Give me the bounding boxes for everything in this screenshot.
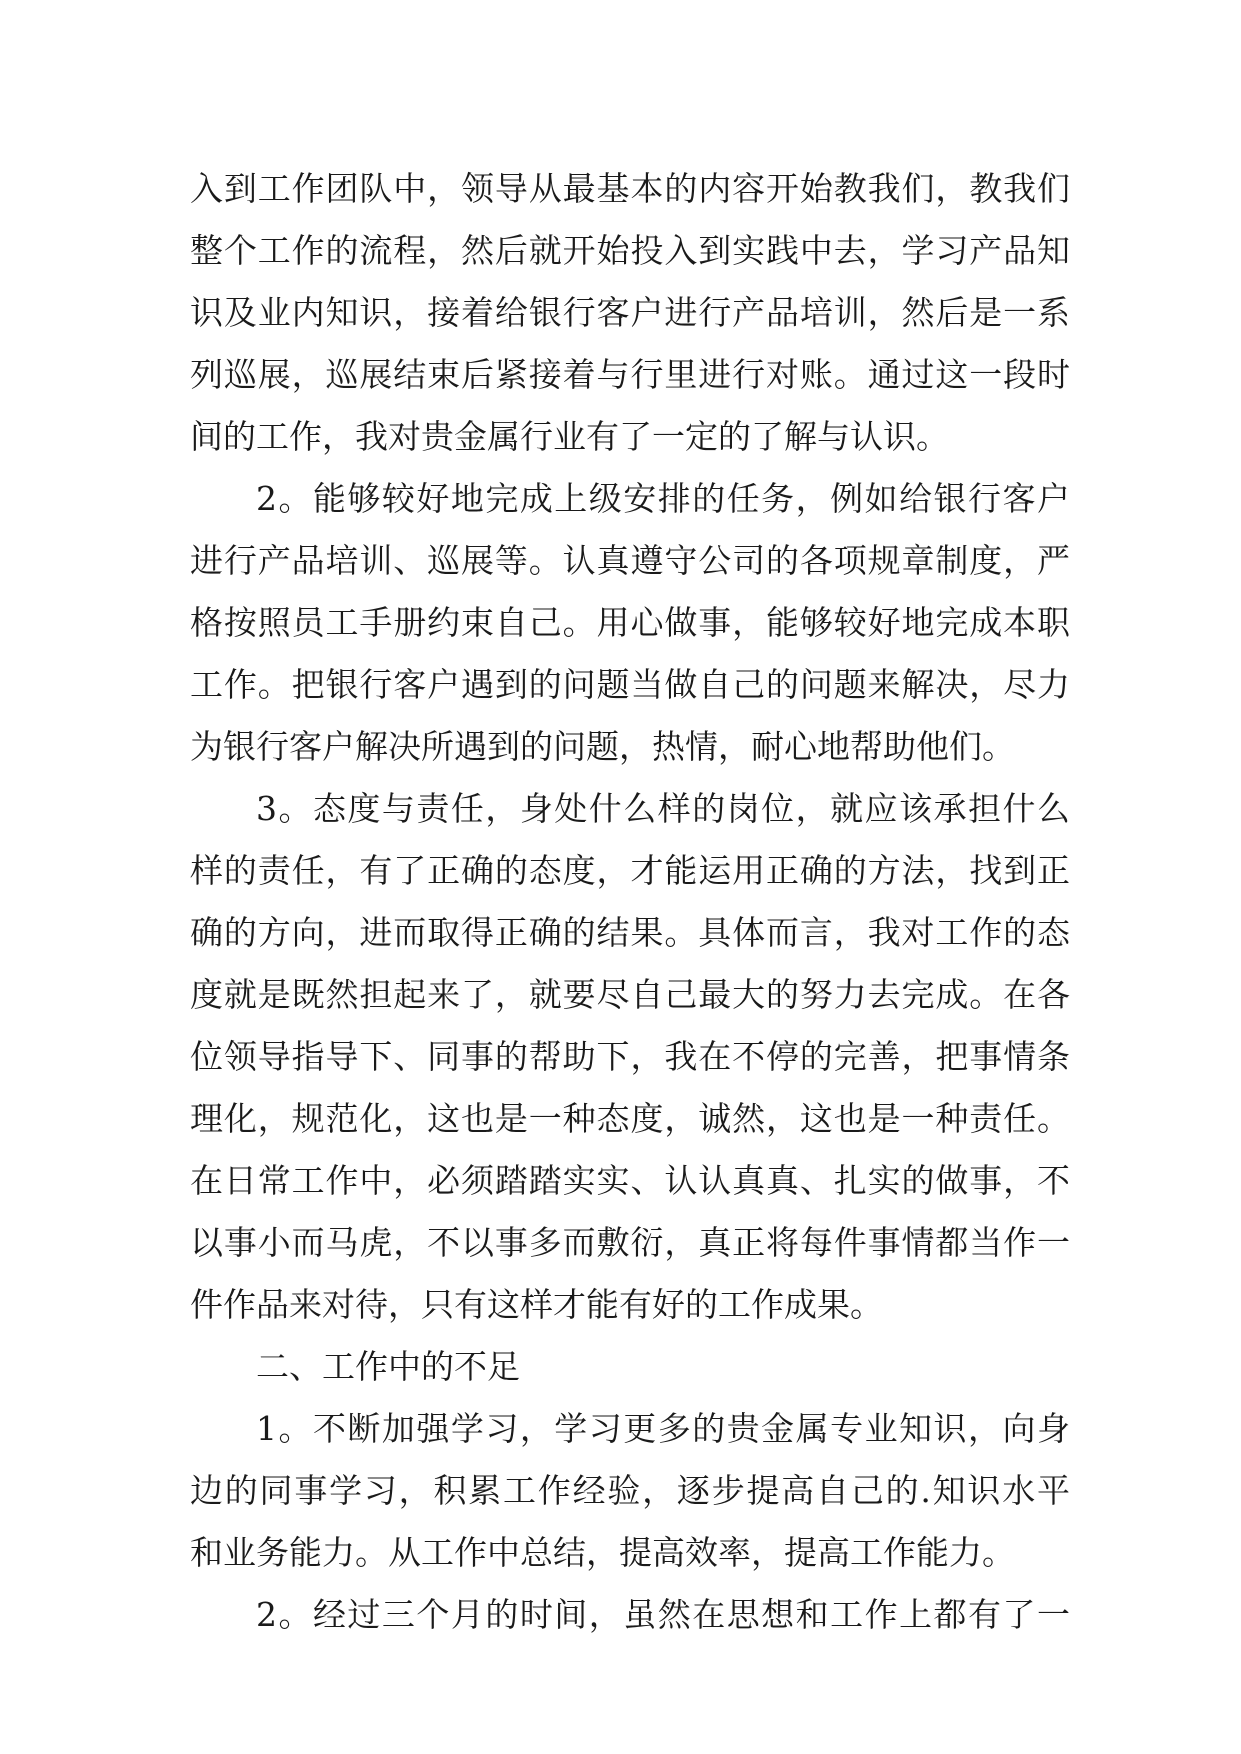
paragraph-first-line: 3。态度与责任，身处什么样的岗位，就应该承担什么	[256, 789, 1070, 828]
text-line: 样的责任，有了正确的态度，才能运用正确的方法，找到正	[190, 851, 1070, 890]
section-heading: 二、工作中的不足	[256, 1347, 520, 1386]
text-line: 边的同事学习，积累工作经验，逐步提高自己的.知识水平	[190, 1471, 1070, 1510]
text-line: 进行产品培训、巡展等。认真遵守公司的各项规章制度，严	[190, 541, 1070, 580]
text-line: 入到工作团队中，领导从最基本的内容开始教我们，教我们	[190, 169, 1070, 208]
text-line: 格按照员工手册约束自己。用心做事，能够较好地完成本职	[190, 603, 1070, 642]
document-body	[190, 158, 1070, 1646]
text-line: 件作品来对待，只有这样才能有好的工作成果。	[190, 1285, 883, 1324]
text-line: 位领导指导下、同事的帮助下，我在不停的完善，把事情条	[190, 1037, 1070, 1076]
text-line: 在日常工作中，必须踏踏实实、认认真真、扎实的做事，不	[190, 1161, 1070, 1200]
text-line: 工作。把银行客户遇到的问题当做自己的问题来解决，尽力	[190, 665, 1070, 704]
text-line: 间的工作，我对贵金属行业有了一定的了解与认识。	[190, 417, 949, 456]
paragraph-first-line: 2。经过三个月的时间，虽然在思想和工作上都有了一	[256, 1595, 1070, 1634]
text-line: 确的方向，进而取得正确的结果。具体而言，我对工作的态	[190, 913, 1070, 952]
text-line: 和业务能力。从工作中总结，提高效率，提高工作能力。	[190, 1533, 1015, 1572]
text-line: 以事小而马虎，不以事多而敷衍，真正将每件事情都当作一	[190, 1223, 1070, 1262]
text-line: 为银行客户解决所遇到的问题，热情，耐心地帮助他们。	[190, 727, 1015, 766]
text-line: 理化，规范化，这也是一种态度，诚然，这也是一种责任。	[190, 1099, 1070, 1138]
paragraph-first-line: 1。不断加强学习，学习更多的贵金属专业知识，向身	[256, 1409, 1070, 1448]
text-line: 度就是既然担起来了，就要尽自己最大的努力去完成。在各	[190, 975, 1070, 1014]
text-line: 列巡展，巡展结束后紧接着与行里进行对账。通过这一段时	[190, 355, 1070, 394]
text-line: 识及业内知识，接着给银行客户进行产品培训，然后是一系	[190, 293, 1070, 332]
text-line: 整个工作的流程，然后就开始投入到实践中去，学习产品知	[190, 231, 1070, 270]
paragraph-first-line: 2。能够较好地完成上级安排的任务，例如给银行客户	[256, 479, 1070, 518]
